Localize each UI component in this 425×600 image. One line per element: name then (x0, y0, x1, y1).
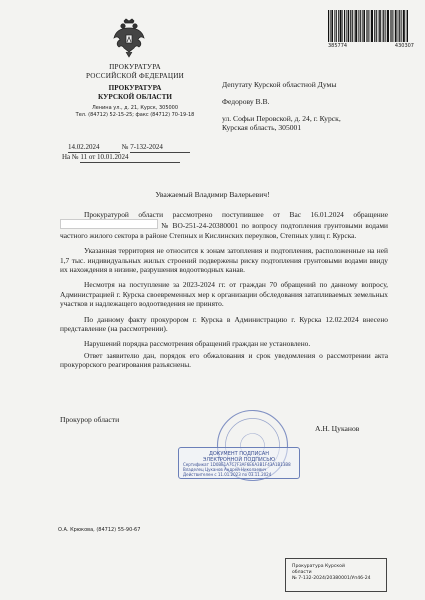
registration-ref-line (62, 153, 202, 163)
e-signature-cert: Сертификат 1D0BE1A7C7F3AF6E6A3B1F43A1B13B8 (183, 462, 291, 467)
body-paragraph-6: Ответ заявителю дан, порядок его обжалования и срок уведомления о рассмотрении акта прокурорского реагирования разъяснены. (60, 350, 388, 370)
letter-body (60, 210, 388, 376)
barcode-right-digits: 430307 (394, 43, 414, 49)
barcode-left-digits: 385774 (328, 43, 348, 49)
barcode-bars (328, 10, 408, 42)
executor-contact: О.А. Крюкова, (84712) 55-90-67 (58, 527, 141, 533)
reg-stamp-line-1: Прокуратура Курской (292, 564, 345, 569)
registration-date: 14.02.2024 (68, 143, 120, 153)
recipient-title: Депутату Курской областной Думы (222, 80, 337, 89)
electronic-signature-box (178, 447, 300, 479)
body-paragraph-2: Указанная территория не относится к зонам затопления и подтопления, расположенные на ней 1,7 тыс. индивидуальных жилых строений подвержены риску подтопления грунтовыми водами ввиду их нахождения в низине, разрушения водоотводных канав. (60, 246, 388, 275)
reg-stamp-line-2: области (292, 570, 312, 575)
e-signature-valid: Действителен с 11.01.2023 по 03.11.2024 (183, 472, 272, 477)
org-line-4: КУРСКОЙ ОБЛАСТИ (98, 93, 172, 101)
registration-number-label: № (121, 143, 129, 151)
e-signature-title-2: ЭЛЕКТРОННОЙ ПОДПИСЬЮ (202, 457, 276, 463)
recipient-block (222, 80, 402, 132)
org-address-1: Ленина ул., д. 21, Курск, 305000 (91, 105, 179, 111)
e-signature-title-1: ДОКУМЕНТ ПОДПИСАН (208, 451, 270, 457)
body-paragraph-3: Несмотря на поступление за 2023-2024 гг. от граждан 70 обращений по данному вопросу, Администрацией г. Курска своевременных мер к организации обследования затапливаемых земельных участков и надлежащего водоотведения не принято. (60, 280, 388, 309)
body-paragraph-5: Нарушений порядка рассмотрения обращений граждан не установлено. (84, 339, 311, 349)
body-paragraph-1a: Прокуратурой области рассмотрено поступившее от Вас 16.01.2024 обращение (84, 210, 388, 219)
double-headed-eagle-emblem-icon (113, 18, 145, 58)
reg-stamp-line-3: № 7-132-2024/20380001/Уп46-24 (292, 576, 371, 581)
signatory-position: Прокурор области (60, 415, 120, 424)
e-signature-owner: Владелец Цуканов Андрей Николаевич (183, 467, 267, 472)
recipient-name: Федорову В.В. (222, 97, 270, 106)
recipient-address-line-2: Курская область, 305001 (222, 123, 302, 132)
signatory-name: А.Н. Цуканов (315, 424, 360, 433)
org-line-2: РОССИЙСКОЙ ФЕДЕРАЦИИ (85, 72, 185, 80)
recipient-address-line-1: ул. Софьи Перовской, д. 24, г. Курск, (222, 114, 341, 123)
body-paragraph-1 (60, 210, 388, 240)
salutation: Уважаемый Владимир Валерьевич! (155, 190, 270, 199)
org-line-3: ПРОКУРАТУРА (108, 84, 162, 92)
registration-number: 7-132-2024 (130, 143, 190, 153)
registration-ref: 11 от 10.01.2024 (80, 153, 180, 163)
registration-ref-label: На № (62, 153, 79, 161)
barcode (328, 10, 414, 49)
body-paragraph-1b: № ВО-251-24-20380001 по вопросу подтопления грунтовыми водами частного жилого сектора в районе Степных и Кислинских переулков, Степных улиц г. Курска. (60, 221, 388, 240)
body-paragraph-4: По данному факту прокурором г. Курска в Администрацию г. Курска 12.02.2024 внесено представление (на рассмотрении). (60, 314, 388, 334)
registration-date-line (68, 143, 208, 153)
registration-stamp (285, 558, 387, 592)
org-line-1: ПРОКУРАТУРА (109, 63, 161, 71)
org-address-2: Тел. (84712) 52-15-25; факс (84712) 70-19-18 (75, 112, 195, 118)
redacted-field (60, 219, 158, 229)
barcode-digits (328, 43, 414, 49)
sender-organization-block (40, 63, 230, 119)
